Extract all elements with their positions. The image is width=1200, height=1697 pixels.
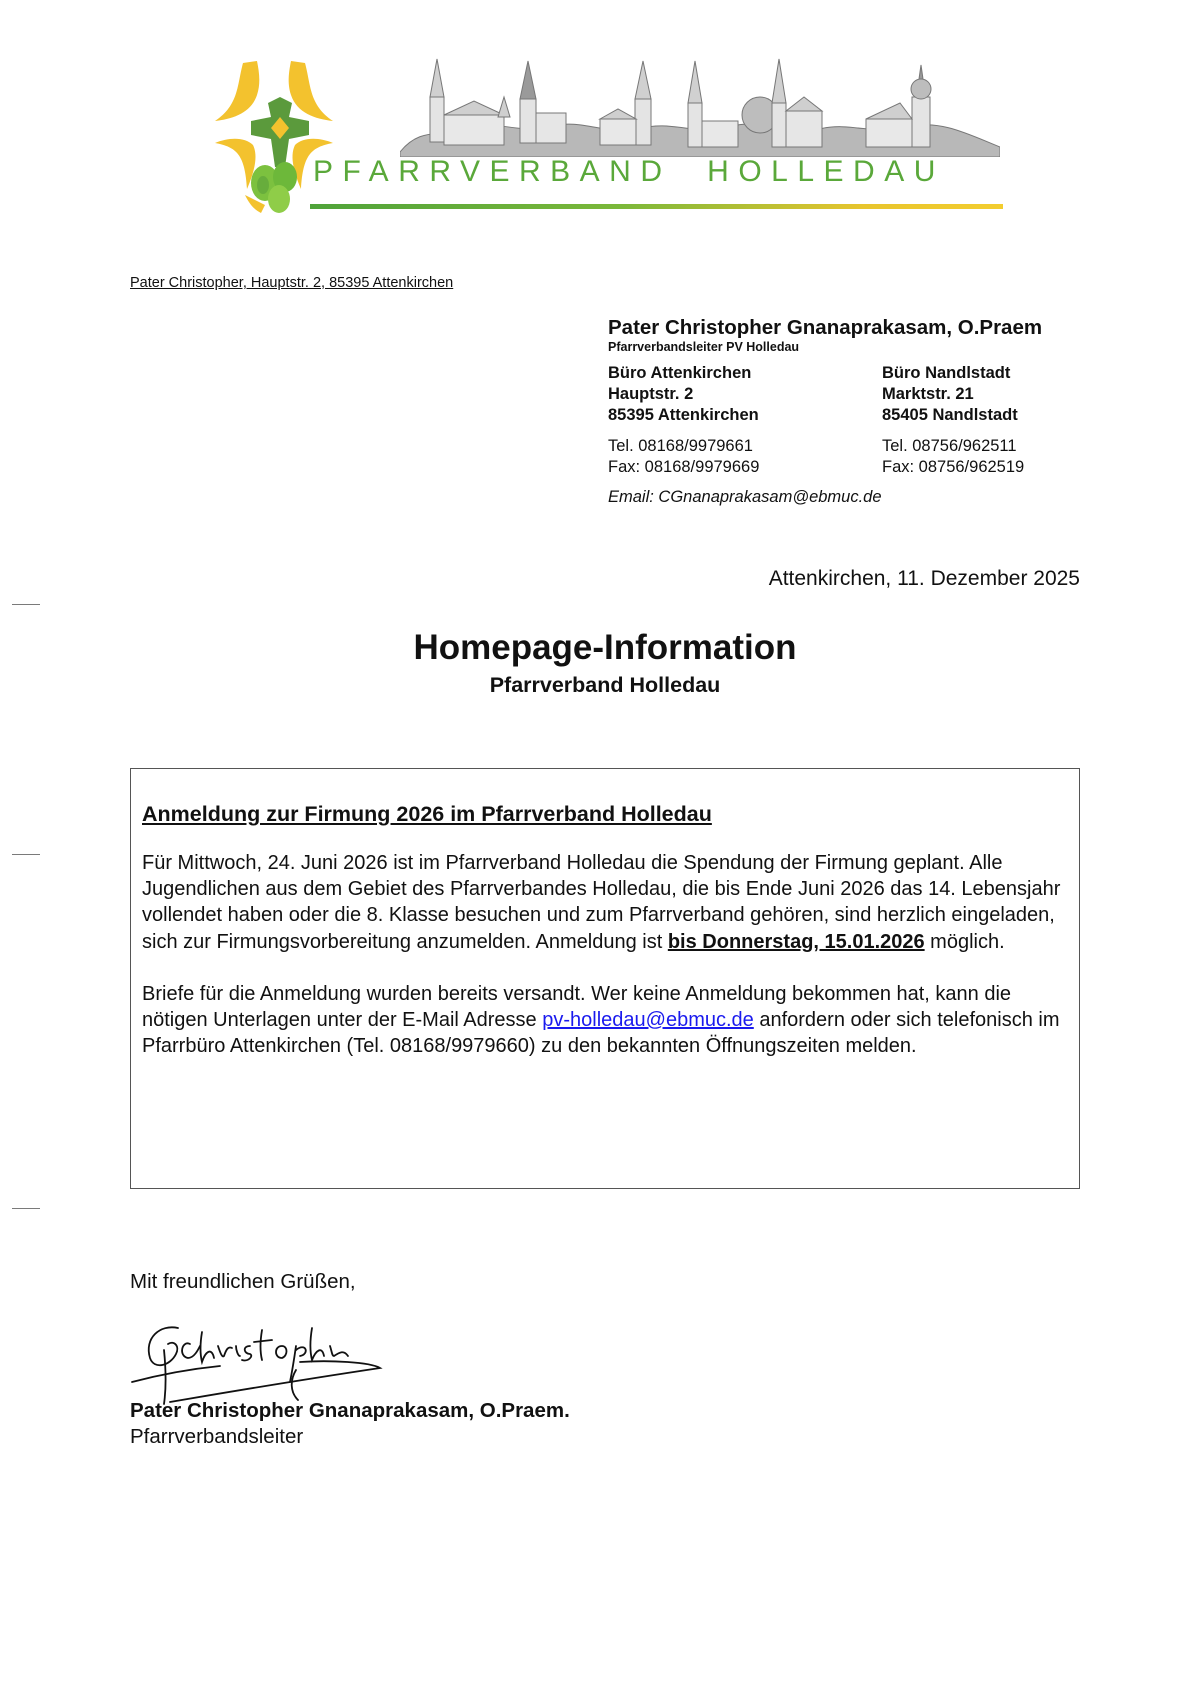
logo-wordmark: PFARRVERBAND HOLLEDAU: [313, 155, 945, 188]
sender-email: Email: CGnanaprakasam@ebmuc.de: [608, 488, 882, 506]
office-title: Büro Attenkirchen: [608, 364, 752, 382]
notice-paragraph-2: [142, 981, 1072, 1060]
page-title: Homepage-Information: [413, 628, 797, 667]
office-tel: Tel. 08756/962511: [882, 437, 1017, 455]
closing-greeting: Mit freundlichen Grüßen,: [130, 1270, 356, 1293]
paragraph-text: anfordern oder sich telefonisch im Pfarrbüro Attenkirchen (Tel. 08168/9979660) zu den bekannten Öffnungszeiten melden.: [142, 1009, 1060, 1058]
logo-underline: [310, 204, 1003, 209]
churches-skyline-illustration-icon: [400, 57, 1000, 157]
date-line: Attenkirchen, 11. Dezember 2025: [768, 567, 1080, 590]
signatory-name: Pater Christopher Gnanaprakasam, O.Praem.: [130, 1399, 570, 1422]
paragraph-text: Für Mittwoch, 24. Juni 2026 ist im Pfarrverband Holledau die Spendung der Firmung geplant. Alle Jugendlichen aus dem Gebiet des Pfarrverbandes Holledau, die bis Ende Juni 2026 das 14. Lebensjahr vollendet haben oder die 8. Klasse besuchen und zum Pfarrverband gehören, sind herzlich eingeladen, sich zur Firmungsvorbereitung anzumelden. Anmeldung ist: [142, 852, 1061, 953]
office-tel: Tel. 08168/9979661: [608, 437, 753, 455]
office-fax: Fax: 08756/962519: [882, 458, 1025, 476]
paragraph-text: möglich.: [924, 930, 1005, 953]
office-attenkirchen: [608, 363, 882, 478]
page-subtitle: Pfarrverband Holledau: [489, 673, 721, 697]
handwritten-signature-icon: [130, 1310, 400, 1410]
sender-role: Pfarrverbandsleiter PV Holledau: [608, 340, 800, 354]
notice-box: [130, 768, 1080, 1189]
cross-hops-emblem-icon: [205, 55, 355, 215]
office-title: Büro Nandlstadt: [882, 364, 1011, 382]
notice-heading: Anmeldung zur Firmung 2026 im Pfarrverband Holledau: [142, 802, 712, 826]
sender-name: Pater Christopher Gnanaprakasam, O.Praem: [608, 316, 1043, 339]
notice-paragraph-1: [142, 850, 1072, 955]
sender-header: [608, 316, 1088, 508]
office-city: 85395 Attenkirchen: [608, 406, 759, 424]
punch-mark: [12, 854, 40, 855]
email-link[interactable]: pv-holledau@ebmuc.de: [542, 1009, 754, 1032]
parish-logo: [205, 55, 1005, 215]
office-street: Hauptstr. 2: [608, 385, 694, 403]
office-city: 85405 Nandlstadt: [882, 406, 1018, 424]
office-fax: Fax: 08168/9979669: [608, 458, 760, 476]
office-nandlstadt: [882, 363, 1082, 478]
office-street: Marktstr. 21: [882, 385, 974, 403]
paragraph-text: Briefe für die Anmeldung wurden bereits versandt. Wer keine Anmeldung bekommen hat, kann die nötigen Unterlagen unter der E-Mail Adresse: [142, 982, 1012, 1032]
registration-deadline: bis Donnerstag, 15.01.2026: [667, 930, 925, 953]
fold-mark-top: [12, 604, 40, 605]
signatory-role: Pfarrverbandsleiter: [130, 1425, 304, 1448]
fold-mark-bottom: [12, 1208, 40, 1209]
return-address: Pater Christopher, Hauptstr. 2, 85395 Attenkirchen: [130, 275, 454, 291]
